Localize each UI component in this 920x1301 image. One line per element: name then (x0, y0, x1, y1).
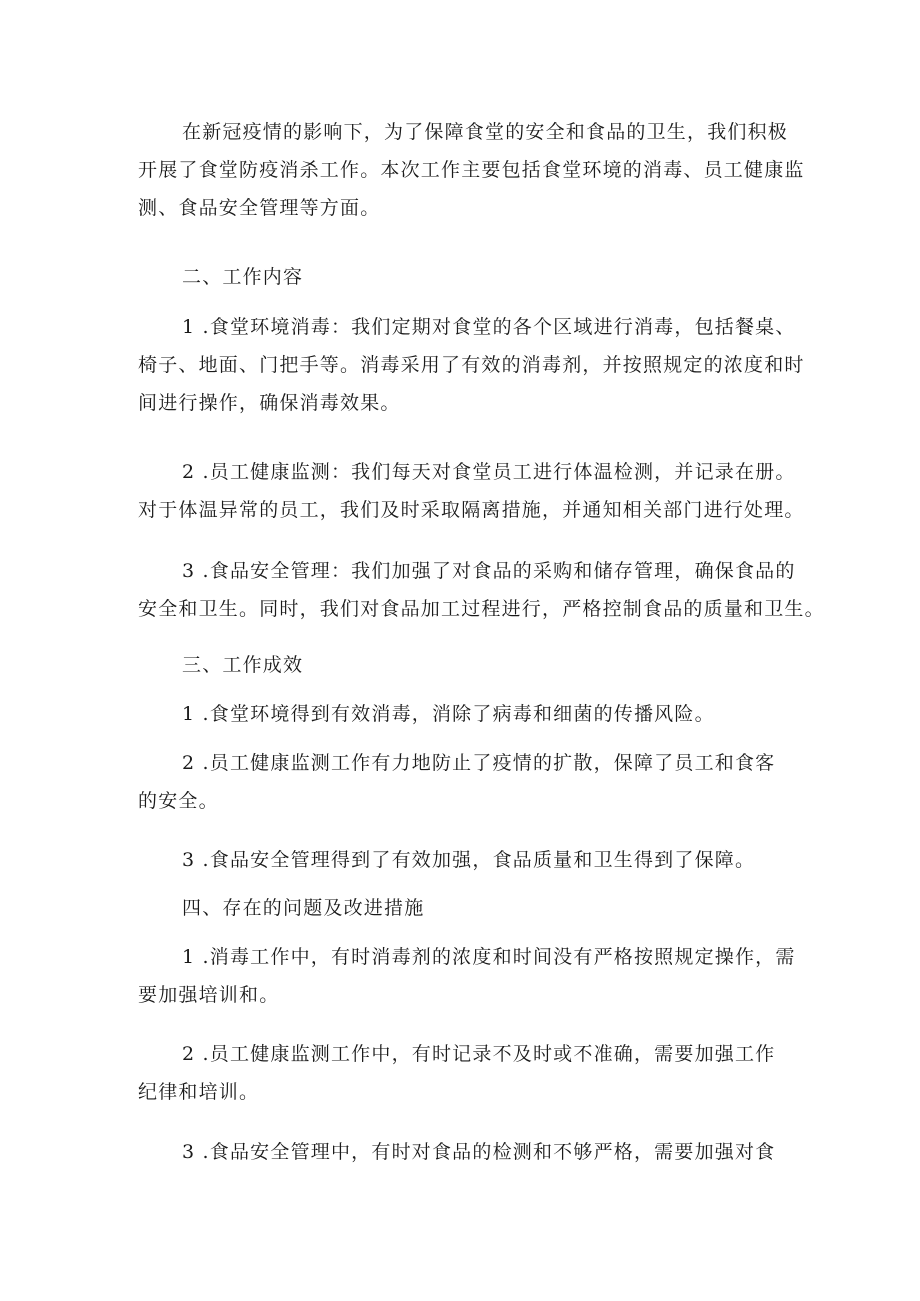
text-line: 测、食品安全管理等方面。 (138, 197, 381, 219)
text-line: 纪律和培训。 (138, 1081, 260, 1103)
text-line: 2 .员工健康监测工作有力地防止了疫情的扩散，保障了员工和食客 (182, 752, 776, 774)
list-item-issue-3 (138, 1133, 788, 1171)
section-heading-issues: 四、存在的问题及改进措施 (182, 897, 425, 919)
text-line: 开展了食堂防疫消杀工作。本次工作主要包括食堂环境的消毒、员工健康监 (138, 159, 805, 181)
text-line: 的安全。 (138, 790, 219, 812)
text-line: 间进行操作，确保消毒效果。 (138, 392, 401, 414)
text-line: 3 .食品安全管理中，有时对食品的检测和不够严格，需要加强对食 (182, 1141, 776, 1163)
list-item-result-1 (138, 695, 788, 733)
text-line: 1 .食堂环境消毒：我们定期对食堂的各个区域进行消毒，包括餐桌、 (182, 316, 796, 338)
section-heading-work-content: 二、工作内容 (182, 266, 304, 288)
intro-paragraph (138, 113, 805, 227)
list-item-disinfection (138, 308, 805, 422)
list-item-issue-2 (138, 1035, 788, 1111)
list-item-issue-1 (138, 938, 796, 1014)
list-item-result-3 (138, 841, 788, 879)
text-line: 3 .食品安全管理：我们加强了对食品的采购和储存管理，确保食品的 (182, 560, 796, 582)
text-line: 在新冠疫情的影响下，为了保障食堂的安全和食品的卫生，我们积极 (182, 121, 789, 143)
list-item-food-safety (138, 552, 825, 628)
section-heading-results: 三、工作成效 (182, 654, 304, 676)
text-line: 3 .食品安全管理得到了有效加强，食品质量和卫生得到了保障。 (182, 849, 756, 871)
text-line: 椅子、地面、门把手等。消毒采用了有效的消毒剂，并按照规定的浓度和时 (138, 354, 805, 376)
text-line: 对于体温异常的员工，我们及时采取隔离措施，并通知相关部门进行处理。 (138, 499, 805, 521)
text-line: 要加强培训和。 (138, 984, 280, 1006)
text-line: 1 .食堂环境得到有效消毒，消除了病毒和细菌的传播风险。 (182, 703, 715, 725)
text-line: 2 .员工健康监测工作中，有时记录不及时或不准确，需要加强工作 (182, 1043, 776, 1065)
list-item-health-monitoring (138, 453, 805, 529)
text-line: 2 .员工健康监测：我们每天对食堂员工进行体温检测，并记录在册。 (182, 461, 796, 483)
text-line: 1 .消毒工作中，有时消毒剂的浓度和时间没有严格按照规定操作，需 (182, 946, 796, 968)
text-line: 安全和卫生。同时，我们对食品加工过程进行，严格控制食品的质量和卫生。 (138, 598, 825, 620)
list-item-result-2 (138, 744, 788, 820)
